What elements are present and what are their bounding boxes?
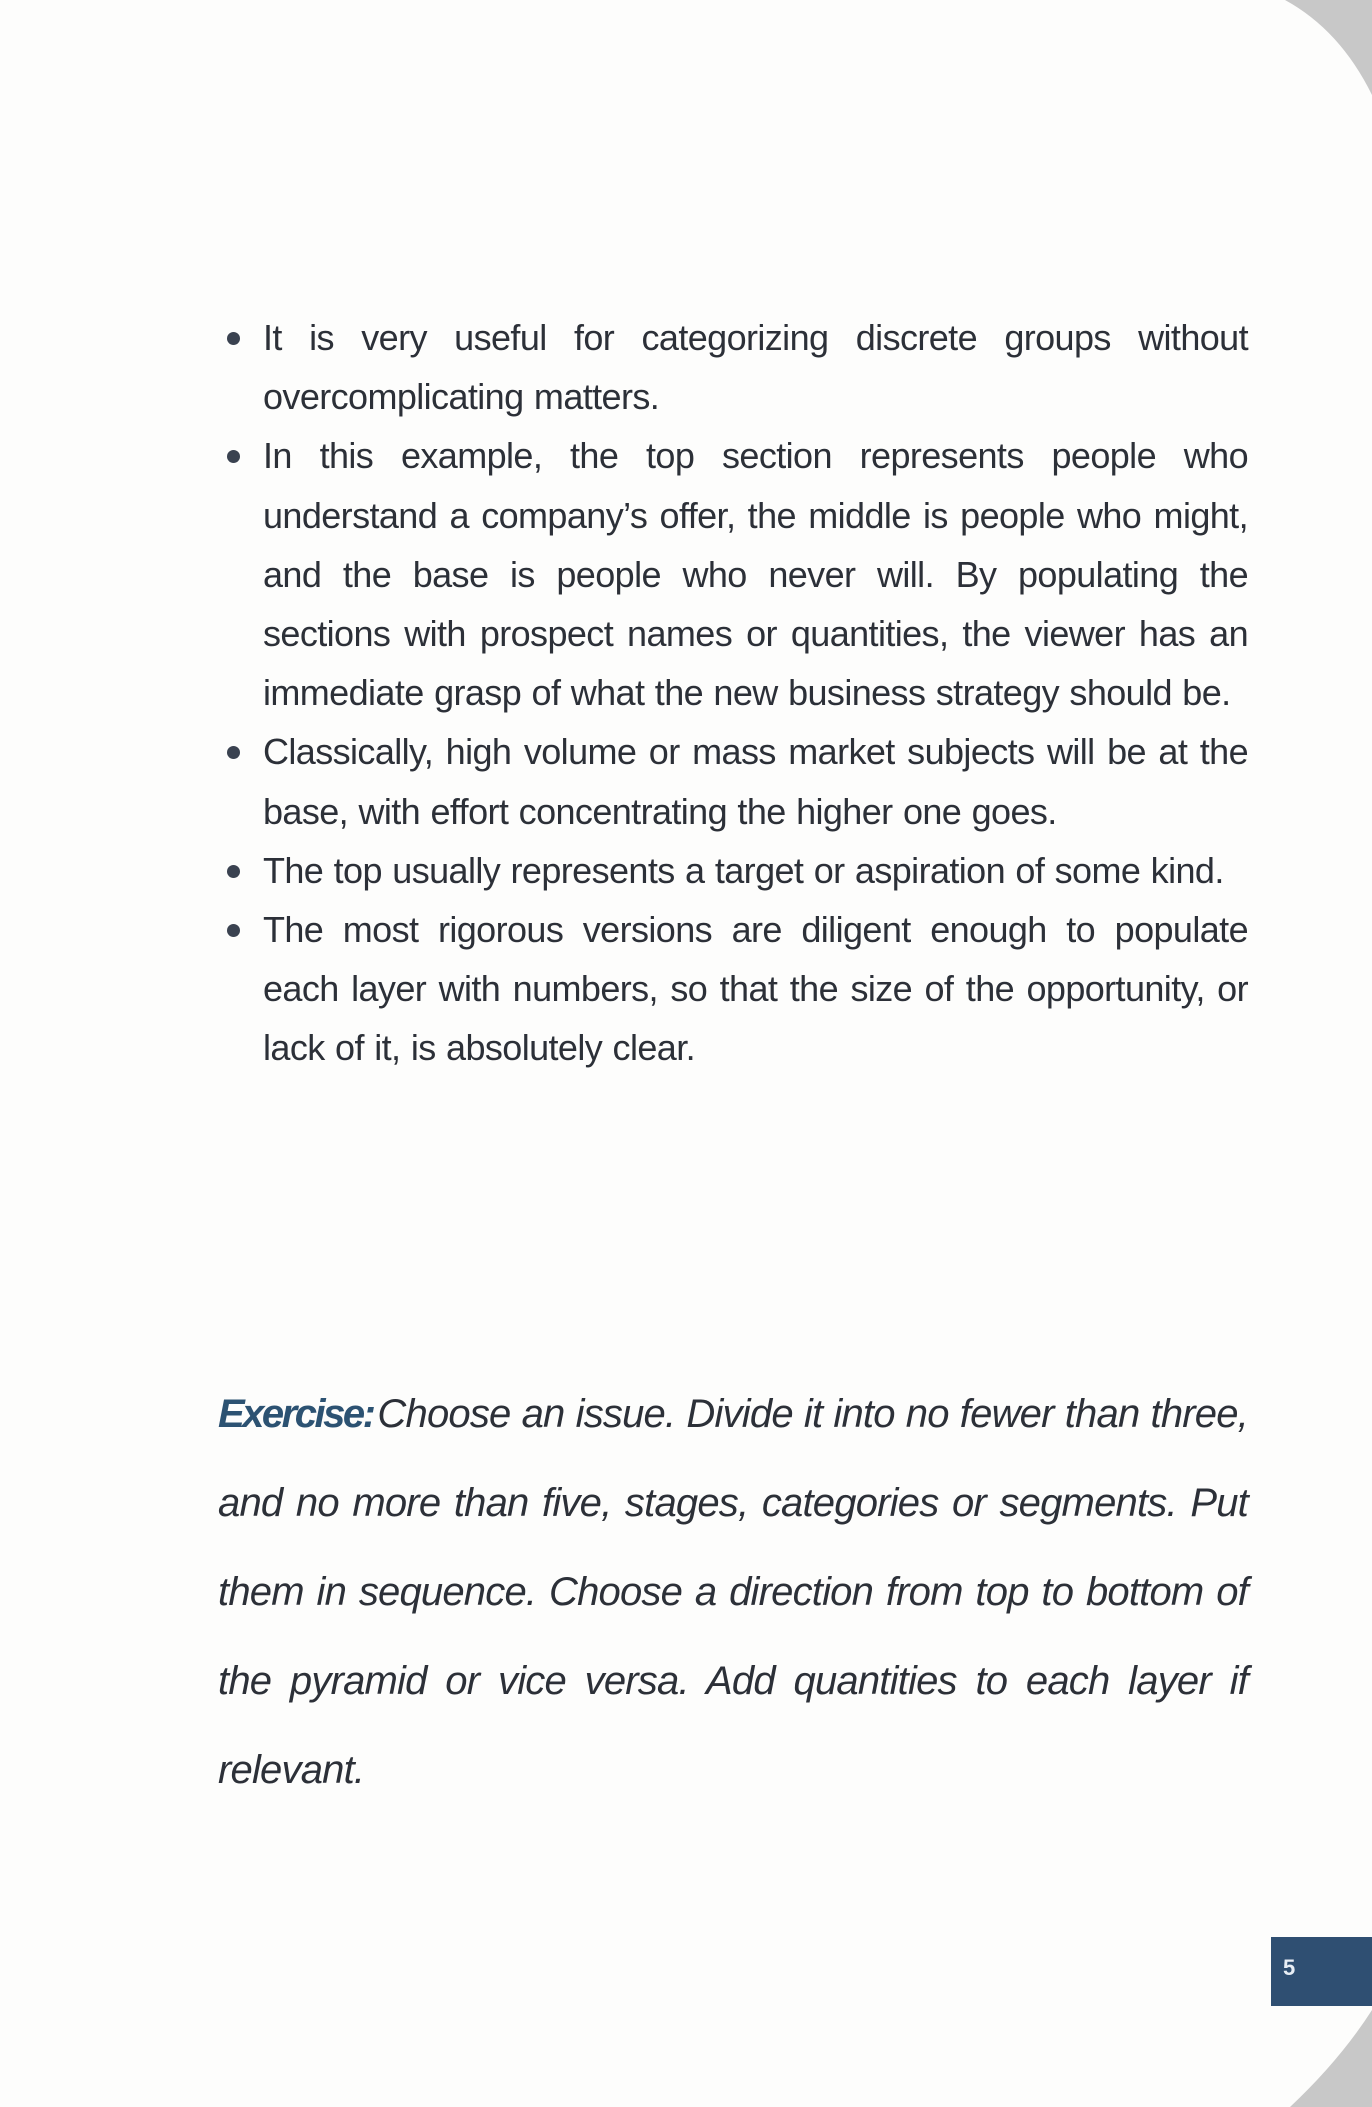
list-item: In this example, the top section represents people who understand a company’s offer, the middle is people who might, and the base is people who never will. By populating the sections with prospect names or quantities, the viewer has an immediate grasp of what the new business strategy should be. xyxy=(263,426,1248,722)
page-number: 5 xyxy=(1283,1955,1296,1980)
bullet-icon xyxy=(227,332,240,345)
list-item: It is very useful for categorizing discrete groups without overcomplicating matters. xyxy=(263,308,1248,426)
page-number-tab xyxy=(1271,1937,1372,2006)
list-item: Classically, high volume or mass market subjects will be at the base, with effort concentrating the higher one goes. xyxy=(263,722,1248,840)
top-corner-curve xyxy=(1285,0,1372,95)
bottom-corner-curve xyxy=(1290,2010,1372,2107)
bullet-icon xyxy=(227,924,240,937)
bullet-icon xyxy=(227,865,240,878)
exercise-label: Exercise: xyxy=(218,1392,374,1436)
list-item: The top usually represents a target or aspiration of some kind. xyxy=(263,841,1248,900)
bullet-list xyxy=(263,308,1248,1078)
list-item: The most rigorous versions are diligent enough to populate each layer with numbers, so that the size of the opportunity, or lack of it, is absolutely clear. xyxy=(263,900,1248,1078)
exercise-paragraph xyxy=(218,1370,1248,1815)
exercise-text: Choose an issue. Divide it into no fewer than three, and no more than five, stages, categories or segments. Put them in sequence. Choose a direction from top to bottom of the pyramid or vice versa. Add quantities to each layer if relevant. xyxy=(218,1392,1248,1792)
